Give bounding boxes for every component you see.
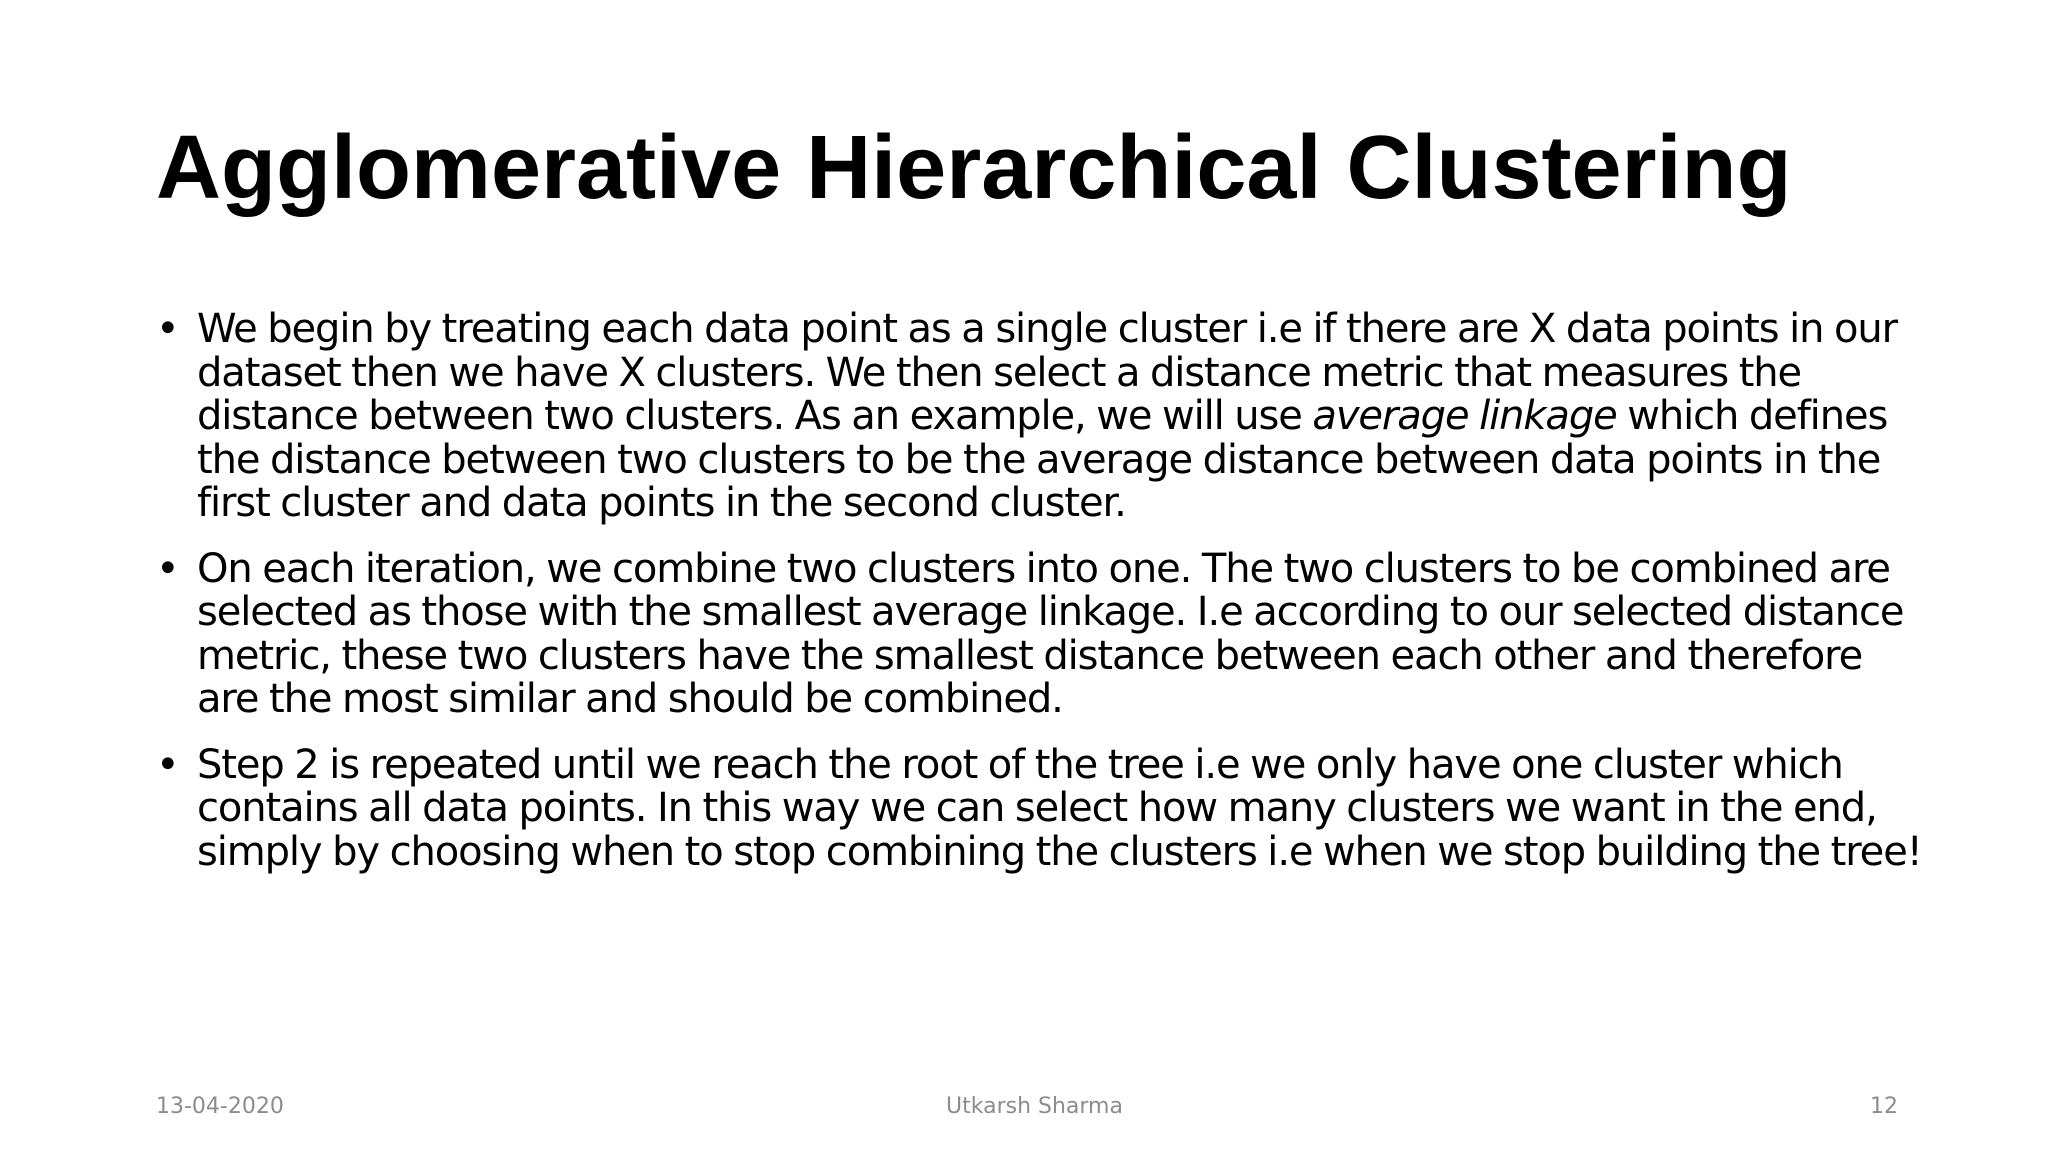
bullet-text — [197, 741, 1926, 875]
bullet-text-italic-segment: average linkage — [1312, 393, 1617, 439]
bullet-text — [197, 545, 1926, 722]
bullet-text-segment: On each iteration, we combine two clusters into one. The two clusters to be combined are selected as those with the smallest average linkage. I.e according to our selected distance metric, these two clusters have the smallest distance between each other and therefore are the most similar and should be combined. — [197, 545, 1904, 722]
slide-title: Agglomerative Hierarchical Clustering — [156, 118, 1792, 218]
footer-date: 13-04-2020 — [156, 1094, 284, 1119]
bullet-text-segment: which defines the distance between two clusters to be the average distance between data points in the first cluster and data points in the second cluster. — [197, 393, 1888, 526]
footer-page-number: 12 — [1870, 1094, 1898, 1119]
bullet-marker: • — [156, 306, 180, 352]
bullet-marker: • — [156, 741, 180, 788]
bullet-text-segment: Step 2 is repeated until we reach the root of the tree i.e we only have one cluster which contains all data points. In this way we can select how many clusters we want in the end, simply by choosing when to stop combining the clusters i.e when we stop building the tree! — [197, 741, 1922, 875]
footer-author: Utkarsh Sharma — [946, 1094, 1123, 1119]
bullet-item — [156, 308, 1926, 526]
bullet-text — [197, 308, 1926, 526]
bullet-list — [156, 308, 1926, 896]
bullet-item — [156, 545, 1926, 722]
bullet-text-segment: We begin by treating each data point as a single cluster i.e if there are X data points in our dataset then we have X clusters. We then select a distance metric that measures the distance between two clusters. As an example, we will use — [197, 306, 1897, 439]
bullet-marker: • — [156, 545, 180, 592]
bullet-item — [156, 741, 1926, 875]
